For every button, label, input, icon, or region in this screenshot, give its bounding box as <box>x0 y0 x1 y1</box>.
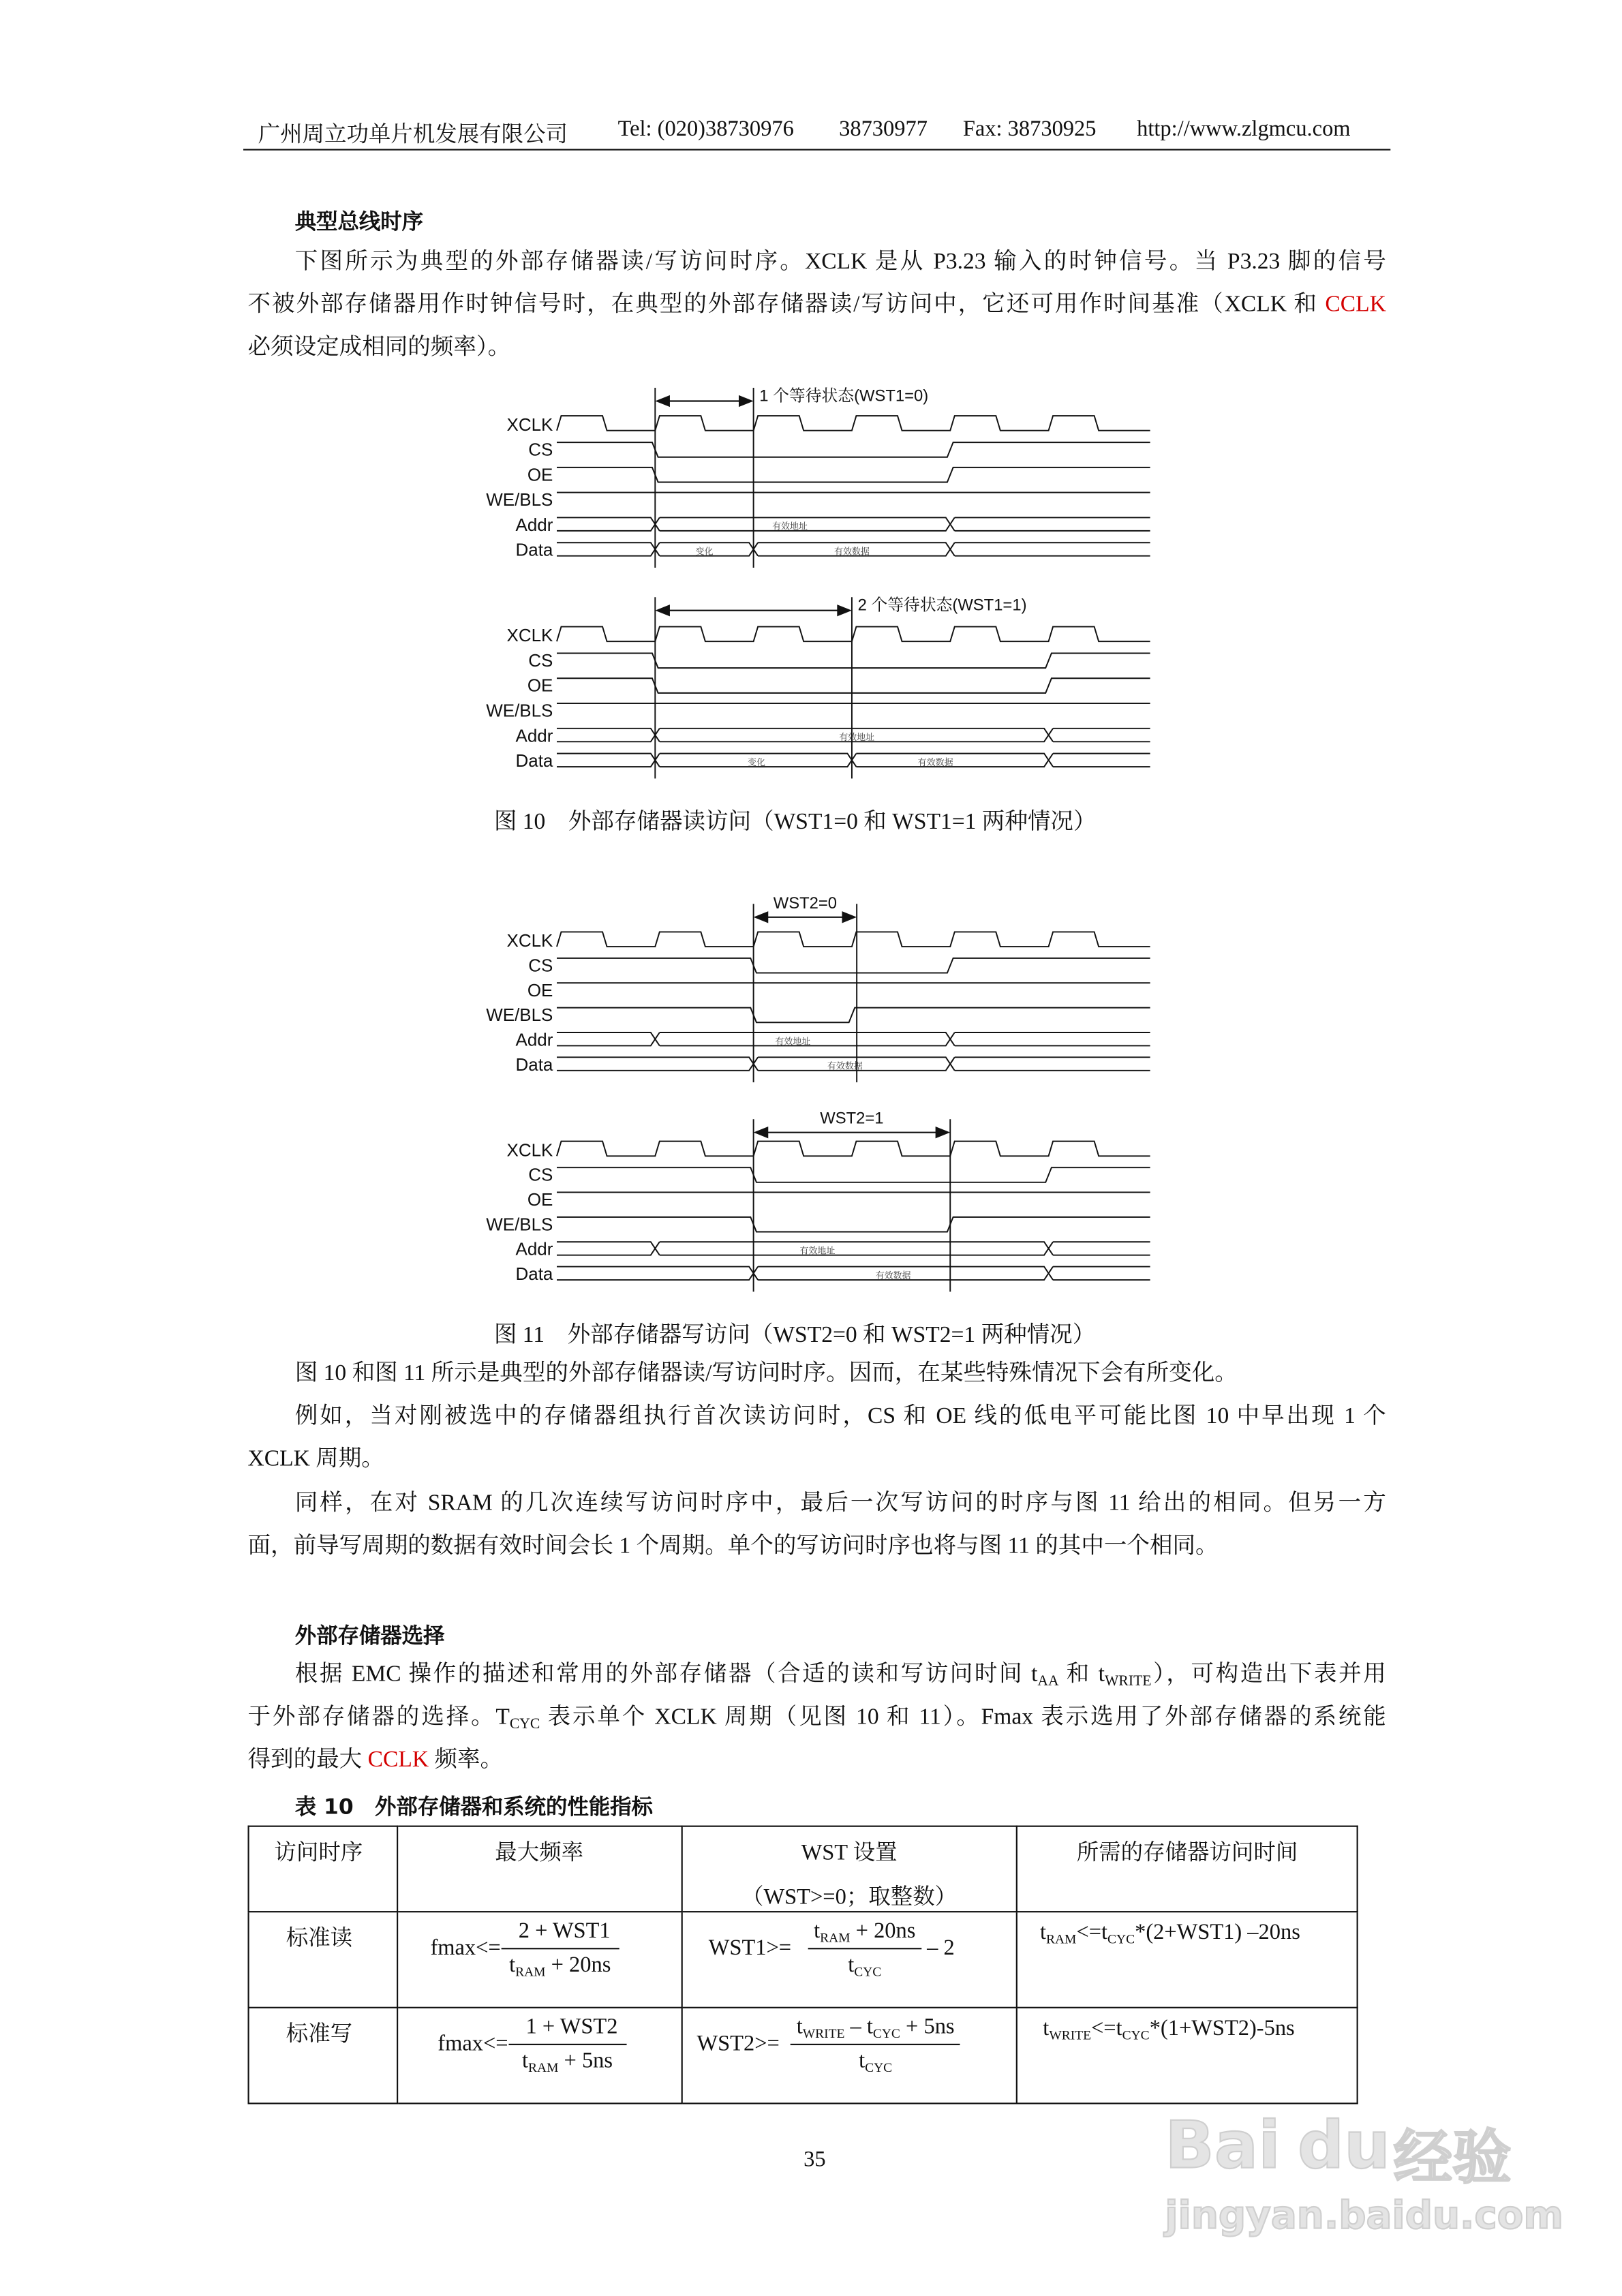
subscript: CYC <box>509 1716 540 1733</box>
header-url: http://www.zlgmcu.com <box>1137 118 1351 142</box>
wst-suffix: – 2 <box>927 1936 955 1961</box>
bus-value-label: 有效地址 <box>775 1036 811 1047</box>
text-segment: 表示单个 XCLK 周期（见图 10 和 11）。Fmax 表示选用了外部存储器的系统能 <box>540 1704 1386 1730</box>
signal-label-we-bls: WE/BLS <box>486 1005 553 1026</box>
xclk-waveform <box>557 1142 1150 1157</box>
text-segment: ），可构造出下表并用 <box>1151 1662 1386 1687</box>
table-row <box>249 2008 1358 2104</box>
signal-label-data: Data <box>515 750 553 771</box>
we-waveform <box>557 1008 1150 1023</box>
wst-cell <box>682 2008 1017 2104</box>
text-segment: 图 10 和图 11 所示是典型的外部存储器读/写访问时序。因而，在某些特殊情况下会有所变化。 <box>294 1361 1238 1386</box>
section-heading-bus-timing: 典型总线时序 <box>294 211 423 235</box>
header-company: 广州周立功单片机发展有限公司 <box>258 123 568 148</box>
signal-label-xclk: XCLK <box>506 930 553 951</box>
wait-state-annotation: WST2=0 <box>773 893 838 913</box>
fraction-denominator: $t_{CYC}$ <box>859 2049 893 2075</box>
page-number: 35 <box>804 2148 826 2173</box>
header-access-time: 所需的存储器访问时间 <box>1076 1841 1298 1866</box>
signal-label-addr: Addr <box>515 725 553 746</box>
xclk-waveform <box>557 627 1150 642</box>
addr-bus-waveform <box>557 517 1150 530</box>
signal-label-we-bls: WE/BLS <box>486 1214 553 1235</box>
text-segment: XCLK 周期。 <box>247 1446 384 1472</box>
access-time-cell: $t_{WRITE}<=t_{CYC}*(1+WST2)-5ns$ <box>1017 2008 1357 2104</box>
text-segment: 于外部存储器的选择。T <box>247 1704 510 1730</box>
row-label: 标准读 <box>286 1927 353 1951</box>
text-segment: 必须设定成相同的频率）。 <box>247 335 511 360</box>
header-tel: Tel: (020)38730976 <box>617 118 794 142</box>
text-segment: 例如，当对刚被选中的存储器组执行首次读访问时，CS 和 OE 线的低电平可能比图 10 中早出现 1 个 <box>294 1403 1386 1429</box>
arrowhead-left-icon <box>655 604 670 616</box>
cs-waveform <box>557 653 1150 668</box>
header-cell <box>397 1826 682 1912</box>
watermark-url: jingyan.baidu.com <box>1165 2194 1564 2239</box>
wst-prefix: WST1>= <box>708 1936 792 1961</box>
wst-prefix: WST2>= <box>697 2032 780 2057</box>
bus-value-label: 有效地址 <box>839 732 875 743</box>
header-access-timing: 访问时序 <box>274 1841 363 1866</box>
arrowhead-left-icon <box>754 911 769 923</box>
wst-fraction <box>808 1920 921 1979</box>
wst-fraction <box>791 2016 960 2075</box>
fraction-denominator: $t_{CYC}$ <box>848 1953 882 1979</box>
section-heading-memory-selection: 外部存储器选择 <box>294 1625 445 1649</box>
addr-bus-waveform <box>557 1032 1150 1045</box>
wait-state-annotation: 2 个等待状态(WST1=1) <box>857 596 1027 615</box>
text-segment: 面，前导写周期的数据有效时间会长 1 个周期。单个的写访问时序也将与图 11 的其中一个相同。 <box>247 1533 1219 1559</box>
text-segment: 得到的最大 <box>247 1747 368 1773</box>
fmax-prefix: fmax<= <box>430 1936 501 1961</box>
subscript: WRITE <box>1105 1673 1152 1690</box>
row-label-cell <box>249 2008 397 2104</box>
bus-value-label: 有效数据 <box>827 1060 863 1071</box>
table-title: 表 10 外部存储器和系统的性能指标 <box>294 1796 653 1820</box>
fraction-numerator: $t_{WRITE} - t_{CYC} + 5ns$ <box>791 2016 960 2045</box>
access-time-cell: $t_{RAM}<=t_{CYC}*(2+WST1)$ –20ns <box>1017 1912 1357 2008</box>
signal-label-data: Data <box>515 1264 553 1285</box>
bus-value-label: 变化 <box>747 756 765 767</box>
highlight-text: CCLK <box>367 1747 429 1773</box>
xclk-waveform <box>557 932 1150 947</box>
signal-label-oe: OE <box>527 1189 553 1210</box>
header-cell <box>1017 1826 1357 1912</box>
wait-state-annotation: WST2=1 <box>820 1109 884 1128</box>
text-segment: 根据 EMC 操作的描述和常用的外部存储器（合适的读和写访问时间 t <box>294 1662 1038 1687</box>
arrowhead-right-icon <box>936 1127 951 1138</box>
data-bus-waveform <box>557 754 1150 767</box>
bus-value-label: 有效地址 <box>799 1245 836 1256</box>
data-bus-waveform <box>557 1267 1150 1280</box>
text-segment: 下图所示为典型的外部存储器读/写访问时序。XCLK 是从 P3.23 输入的时钟信号。当 P3.23 脚的信号 <box>294 249 1386 275</box>
wait-state-annotation: 1 个等待状态(WST1=0) <box>759 386 929 405</box>
arrowhead-left-icon <box>655 395 670 407</box>
arrowhead-right-icon <box>842 911 857 923</box>
signal-label-addr: Addr <box>515 1029 553 1050</box>
addr-bus-waveform <box>557 1242 1150 1255</box>
arrowhead-right-icon <box>837 604 852 616</box>
figure-11-caption: 图 11 外部存储器写访问（WST2=0 和 WST2=1 两种情况） <box>493 1322 1096 1348</box>
cs-waveform <box>557 442 1150 457</box>
signal-label-cs: CS <box>528 1164 553 1185</box>
text-segment: 同样，在对 SRAM 的几次连续写访问时序中，最后一次写访问的时序与图 11 给出的相同。但另一方 <box>294 1490 1386 1516</box>
bus-value-label: 变化 <box>695 546 714 557</box>
arrowhead-right-icon <box>739 395 754 407</box>
text-segment: 频率。 <box>429 1747 504 1773</box>
header-wst-setting: WST 设置 <box>801 1841 898 1866</box>
watermark-logo-du: du <box>1298 2109 1390 2184</box>
signal-label-we-bls: WE/BLS <box>486 700 553 721</box>
header-fax: Fax: 38730925 <box>962 118 1097 142</box>
signal-label-xclk: XCLK <box>506 625 553 646</box>
fraction-numerator: $t_{RAM} + 20ns$ <box>808 1920 921 1949</box>
table-header-row <box>249 1826 1358 1912</box>
signal-label-we-bls: WE/BLS <box>486 489 553 510</box>
signal-label-data: Data <box>515 539 553 560</box>
fraction-numerator: 2 + WST1 <box>501 1920 619 1949</box>
signal-label-addr: Addr <box>515 1238 553 1259</box>
signal-label-oe: OE <box>527 464 553 485</box>
wst-cell <box>682 1912 1017 2008</box>
bus-value-label: 有效数据 <box>833 546 870 557</box>
watermark-logo: Bai <box>1165 2109 1281 2184</box>
header-wst-note: （WST>=0；取整数） <box>741 1886 958 1910</box>
header-cell <box>249 1826 397 1912</box>
performance-table <box>247 1826 1358 2104</box>
signal-label-cs: CS <box>528 439 553 460</box>
row-label: 标准写 <box>286 2023 353 2047</box>
watermark-jingyan: 经验 <box>1393 2124 1512 2193</box>
highlight-text: CCLK <box>1325 292 1386 318</box>
text-segment: 不被外部存储器用作时钟信号时，在典型的外部存储器读/写访问中，它还可用作时间基准（XCLK 和 <box>247 292 1326 318</box>
oe-waveform <box>557 468 1150 483</box>
bus-value-label: 有效数据 <box>917 756 953 767</box>
header-tel2: 38730977 <box>839 118 928 142</box>
table-row <box>249 1912 1358 2008</box>
signal-label-cs: CS <box>528 649 553 671</box>
we-waveform <box>557 1217 1150 1232</box>
fraction-denominator: $t_{RAM} + 20ns$ <box>509 1953 611 1979</box>
signal-label-addr: Addr <box>515 514 553 535</box>
row-label-cell <box>249 1912 397 2008</box>
fmax-cell <box>397 1912 682 2008</box>
oe-waveform <box>557 678 1150 693</box>
fmax-fraction <box>508 2016 627 2075</box>
signal-label-cs: CS <box>528 955 553 976</box>
signal-label-oe: OE <box>527 979 553 1000</box>
text-segment: 和 t <box>1058 1662 1105 1687</box>
fraction-numerator: 1 + WST2 <box>508 2016 627 2045</box>
cs-waveform <box>557 958 1150 973</box>
arrowhead-left-icon <box>754 1127 769 1138</box>
header-cell <box>682 1826 1017 1912</box>
signal-label-data: Data <box>515 1054 553 1075</box>
fmax-prefix: fmax<= <box>438 2032 508 2057</box>
figure-10-caption: 图 10 外部存储器读访问（WST1=0 和 WST1=1 两种情况） <box>493 809 1097 835</box>
signal-label-xclk: XCLK <box>506 414 553 435</box>
subscript: AA <box>1037 1673 1059 1690</box>
xclk-waveform <box>557 416 1150 431</box>
fmax-fraction <box>501 1920 619 1979</box>
fmax-cell <box>397 2008 682 2104</box>
cs-waveform <box>557 1167 1150 1182</box>
signal-label-oe: OE <box>527 675 553 696</box>
signal-label-xclk: XCLK <box>506 1139 553 1161</box>
bus-value-label: 有效地址 <box>772 521 808 532</box>
fraction-denominator: $t_{RAM} + 5ns$ <box>521 2049 613 2075</box>
header-max-frequency: 最大频率 <box>495 1841 584 1866</box>
bus-value-label: 有效数据 <box>875 1270 911 1281</box>
